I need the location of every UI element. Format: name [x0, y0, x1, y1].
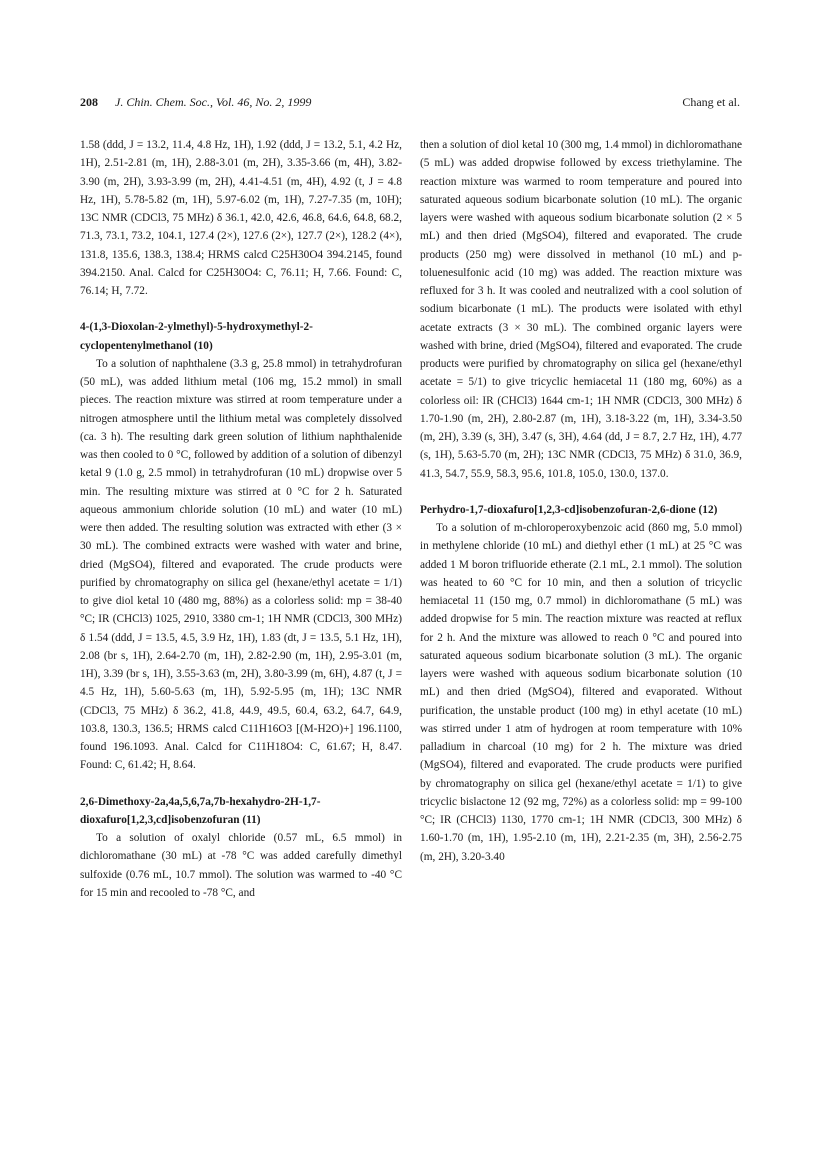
- paragraph: 1.58 (ddd, J = 13.2, 11.4, 4.8 Hz, 1H), 1.92 (ddd, J = 13.2, 5.1, 4.2 Hz, 1H), 2.51-2.81 (m, 1H), 2.88-3.01 (m, 2H), 3.35-3.66 (m, 4H), 3.82-3.90 (m, 2H), 3.93-3.99 (m, 2H), 4.41-4.51 (m, 4H), 4.92 (t, J = 4.8 Hz, 1H), 5.78-5.82 (m, 1H), 5.97-6.02 (m, 1H), 7.27-7.35 (m, 10H); 13C NMR (CDCl3, 75 MHz) δ 36.1, 42.0, 42.6, 46.8, 64.6, 64.8, 68.2, 71.3, 73.1, 73.2, 104.1, 127.4 (2×), 127.6 (2×), 127.7 (2×), 128.2 (4×), 131.8, 135.6, 138.3, 138.4; HRMS calcd C25H30O4 394.2145, found 394.2150. Anal. Calcd for C25H30O4: C, 76.11; H, 7.66. Found: C, 76.14; H, 7.72.: [80, 139, 402, 297]
- page-number: 208: [80, 95, 98, 109]
- journal-citation: J. Chin. Chem. Soc., Vol. 46, No. 2, 1999: [115, 95, 312, 109]
- paragraph: To a solution of naphthalene (3.3 g, 25.8 mmol) in tetrahydrofuran (50 mL), was added lithium metal (106 mg, 15.2 mmol) in small pieces. The reaction mixture was stirred at room temperature under a nitrogen atmosphere until the lithium metal was completely dissolved (ca. 3 h). The resulting dark green solution of lithium naphthalenide was then cooled to 0 °C, followed by addition of a solution of dibenzyl ketal 9 (1.0 g, 2.5 mmol) in tetrahydrofuran (10 mL) dropwise over 5 min. The resulting mixture was stirred at 0 °C for 2 h. Saturated aqueous ammonium chloride solution (10 mL) and water (10 mL) were then added. The resulting solution was extracted with ether (3 × 30 mL). The combined extracts were washed with water and brine, dried (MgSO4), filtered and evaporated. The crude products were purified by chromatography on silica gel (hexane/ethyl acetate = 1/1) to give diol ketal 10 (480 mg, 88%) as a colorless solid: mp = 38-40 °C; IR (CHCl3) 1025, 2910, 3380 cm-1; 1H NMR (CDCl3, 300 MHz) δ 1.54 (ddd, J = 13.5, 4.5, 3.9 Hz, 1H), 1.83 (dt, J = 13.5, 5.1 Hz, 1H), 2.08 (br s, 1H), 2.64-2.70 (m, 1H), 2.82-2.90 (m, 1H), 2.95-3.01 (m, 1H), 3.39 (br s, 1H), 3.55-3.63 (m, 2H), 3.80-3.99 (m, 6H), 4.87 (t, J = 4.5 Hz, 1H), 5.60-5.63 (m, 1H), 5.92-5.95 (m, 1H); 13C NMR (CDCl3, 75 MHz) δ 36.2, 41.8, 44.9, 49.5, 60.4, 63.2, 64.7, 64.9, 103.8, 130.3, 136.5; HRMS calcd C11H16O3 [(M-H2O)+] 196.1100, found 196.1093. Anal. Calcd for C11H18O4: C, 61.67; H, 8.47. Found: C, 61.42; H, 8.64.: [80, 357, 402, 772]
- left-column: [80, 136, 402, 902]
- section-heading: 2,6-Dimethoxy-2a,4a,5,6,7a,7b-hexahydro-2H-1,7-dioxafuro[1,2,3,cd]isobenzofuran (11): [80, 795, 321, 826]
- running-authors: Chang et al.: [682, 95, 740, 109]
- right-column: [420, 136, 742, 866]
- paragraph: then a solution of diol ketal 10 (300 mg, 1.4 mmol) in dichloromathane (5 mL) was added dropwise followed by excess triethylamine. The reaction mixture was warmed to room temperature and poured into saturated aqueous sodium bicarbonate solution (10 mL). The organic layers were washed with aqueous sodium bicarbonate solution (2 × 5 mL) and then dried (MgSO4), filtered and evaporated. The crude products (250 mg) were dissolved in methanol (10 mL) and p-toluenesulfonic acid (10 mg) was added. The reaction mixture was refluxed for 3 h. It was cooled and neutralized with a cool solution of sodium bicarbonate (1 mL). The products were isolated with ethyl acetate extracts (3 × 30 mL). The combined organic layers were washed with brine, dried (MgSO4), filtered and evaporated. The crude products were purified by chromatography on silica gel (hexane/ethyl acetate = 5/1) to give tricyclic hemiacetal 11 (180 mg, 60%) as a colorless oil: IR (CHCl3) 1644 cm-1; 1H NMR (CDCl3, 300 MHz) δ 1.70-1.90 (m, 2H), 2.80-2.87 (m, 1H), 3.18-3.22 (m, 1H), 3.34-3.50 (m, 2H), 3.39 (s, 3H), 3.47 (s, 3H), 4.64 (dd, J = 8.7, 2.7 Hz, 1H), 4.77 (s, 1H), 5.63-5.70 (m, 2H); 13C NMR (CDCl3, 75 MHz) δ 31.0, 36.9, 41.3, 54.7, 55.9, 58.3, 95.6, 101.8, 105.0, 130.0, 137.0.: [420, 139, 742, 480]
- paragraph: To a solution of oxalyl chloride (0.57 mL, 6.5 mmol) in dichloromathane (30 mL) at -78 °C was added carefully dimethyl sulfoxide (0.76 mL, 10.7 mmol). The solution was warmed to -40 °C for 15 min and recooled to -78 °C, and: [80, 832, 402, 899]
- section-heading: Perhydro-1,7-dioxafuro[1,2,3-cd]isobenzofuran-2,6-dione (12): [420, 503, 718, 516]
- running-header: [80, 95, 740, 111]
- section-heading: 4-(1,3-Dioxolan-2-ylmethyl)-5-hydroxymethyl-2-cyclopentenylmethanol (10): [80, 321, 313, 352]
- paragraph: To a solution of m-chloroperoxybenzoic acid (860 mg, 5.0 mmol) in methylene chloride (10 mL) and diethyl ether (1 mL) at 25 °C was added 1 M boron trifluoride etherate (2.1 mL, 2.1 mmol). The solution was heated to 60 °C for 10 min, and then a solution of tricyclic hemiacetal 11 (150 mg, 0.7 mmol) in dichloromathane (5 mL) was added dropwise for 5 min. The reaction mixture was reacted at reflux for 2 h. And the mixture was allowed to reach 0 °C and poured into saturated aqueous sodium bicarbonate solution (3 mL). The organic layers were washed with aqueous sodium bicarbonate solution (10 mL) and then dried (MgSO4), filtered and evaporated. Without purification, the unstable product (100 mg) in ethyl acetate (10 mL) was stirred under 1 atm of hydrogen at room temperature with 10% palladium in charcoal (10 mg) for 2 h. The mixture was dried (MgSO4), filtered and evaporated. The crude products were purified by chromatography on silica gel (hexane/ethyl acetate = 1/1) to give tricyclic bislactone 12 (92 mg, 72%) as a colorless solid: mp = 99-100 °C; IR (CHCl3) 1130, 1770 cm-1; 1H NMR (CDCl3, 300 MHz) δ 1.60-1.70 (m, 1H), 1.95-2.10 (m, 1H), 2.21-2.35 (m, 3H), 2.56-2.75 (m, 2H), 3.20-3.40: [420, 522, 742, 863]
